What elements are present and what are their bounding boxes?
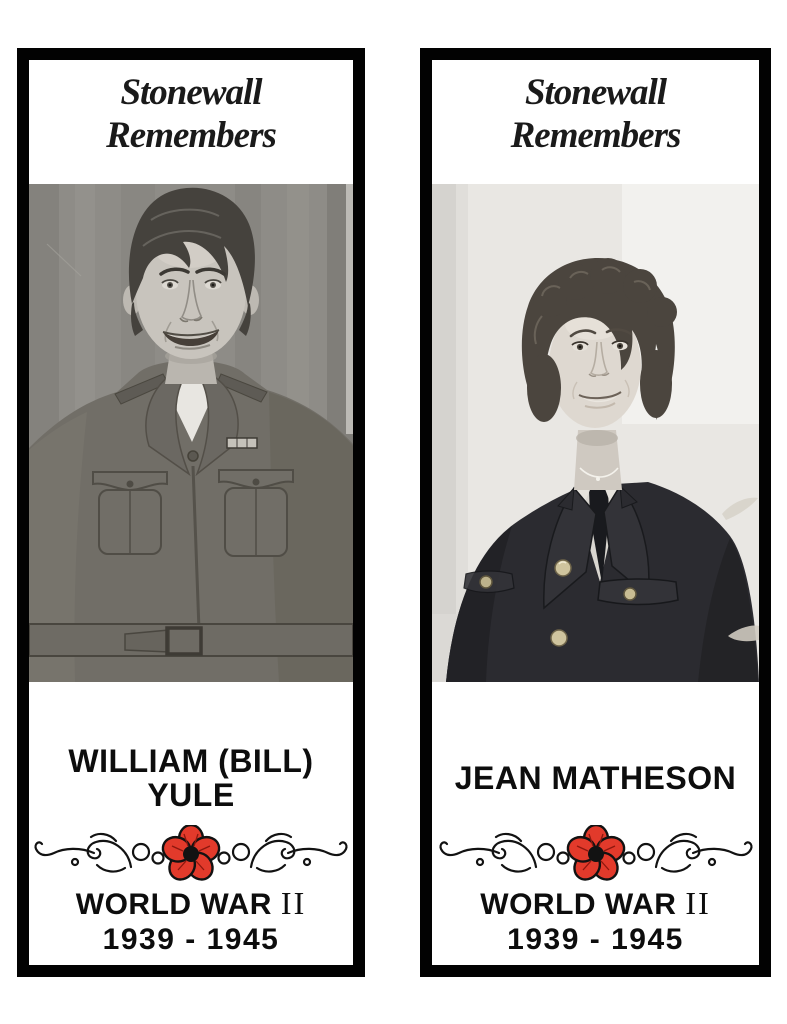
name-line-2: YULE [147,776,235,813]
war-label: WORLD WAR [75,887,272,921]
poppy-icon [160,825,223,883]
bookmark-william-yule [17,48,365,977]
title-line-2: Remembers [106,114,276,156]
title-line-2: Remembers [510,114,681,156]
portrait-photo-jean-svg [432,184,759,682]
scroll-flourish-icon [436,825,756,883]
flourish-poppy-ornament [31,825,351,883]
veteran-name [455,740,736,818]
scroll-flourish-icon [31,825,351,883]
title-line-1: Stonewall [524,72,667,113]
bookmark-title [511,72,681,158]
veteran-name [68,740,313,818]
bookmark-jean-matheson [420,48,771,977]
name-line-1: JEAN MATHESON [454,759,737,796]
war-years: 1939 - 1945 [507,922,684,956]
poppy-icon [564,825,627,883]
war-label: WORLD WAR [480,887,677,921]
portrait-photo-william-svg [29,184,353,682]
ribbon-bar [227,438,257,448]
bookmark-title [106,72,276,158]
portrait-photo-william [29,184,353,682]
portrait-photo-jean [432,184,759,682]
war-years: 1939 - 1945 [102,922,280,956]
name-line-1: WILLIAM (BILL) [68,742,314,779]
flourish-poppy-ornament [436,825,756,883]
war-numeral: II [685,884,711,921]
title-line-1: Stonewall [120,72,262,113]
war-numeral: II [280,884,307,921]
war-title [76,885,306,922]
war-title [480,885,710,922]
